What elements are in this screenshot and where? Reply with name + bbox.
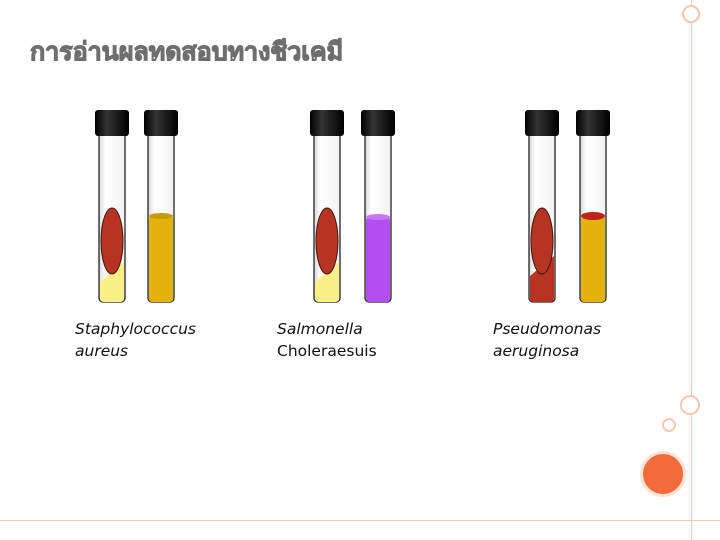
tube-3-left — [525, 110, 559, 302]
broth-purple — [366, 217, 390, 302]
broth-red-ring — [581, 212, 605, 220]
caption-genus: Pseudomonas — [493, 320, 602, 338]
tube-2-left — [310, 110, 344, 302]
caption-staphylococcus — [75, 318, 196, 362]
broth-surface — [149, 213, 173, 219]
caption-species: aeruginosa — [493, 342, 580, 360]
broth-surface — [366, 214, 390, 220]
caption-genus: Salmonella — [277, 320, 363, 338]
tube-group-salmonella — [310, 110, 395, 302]
caption-species: aureus — [75, 342, 129, 360]
caption-pseudomonas — [493, 318, 601, 362]
tube-group-staphylococcus — [95, 110, 178, 302]
tube-1-right — [144, 110, 178, 302]
caption-salmonella — [277, 318, 377, 362]
slant-red-area — [316, 208, 338, 274]
broth-amber — [581, 216, 605, 302]
slant-red-area — [531, 208, 553, 274]
tube-group-pseudomonas — [525, 110, 610, 302]
tube-cap — [310, 110, 344, 136]
broth-amber — [149, 216, 173, 302]
tube-3-right — [576, 110, 610, 302]
tube-1-left — [95, 110, 129, 302]
tube-cap — [361, 110, 395, 136]
caption-genus: Staphylococcus — [75, 320, 196, 338]
tube-cap — [525, 110, 559, 136]
slant-red-area — [101, 208, 123, 274]
caption-species: Choleraesuis — [277, 342, 377, 360]
tube-cap — [576, 110, 610, 136]
tube-2-right — [361, 110, 395, 302]
tube-cap — [144, 110, 178, 136]
slide-title: การอ่านผลทดสอบทางชีวเคมี — [30, 37, 344, 66]
tube-cap — [95, 110, 129, 136]
